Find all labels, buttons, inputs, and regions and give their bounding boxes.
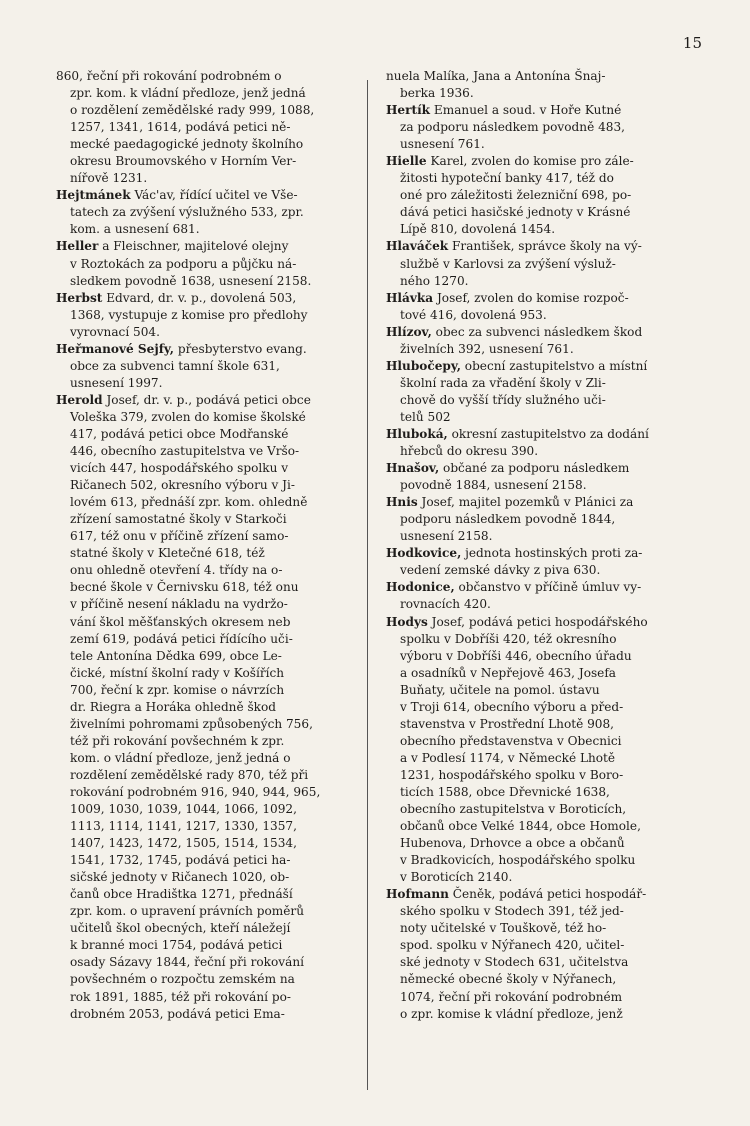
entry-text: zpr. kom. o upravení právních poměrů — [70, 904, 305, 919]
index-entry — [386, 426, 688, 460]
entry-headword: Hofmann — [386, 887, 449, 902]
entry-line — [56, 648, 358, 665]
entry-text: službě v Karlovsi za zvýšení výsluž- — [400, 256, 616, 271]
entry-text: 1407, 1423, 1472, 1505, 1514, 1534, — [70, 836, 297, 851]
index-entry — [56, 68, 358, 187]
entry-headword: Hlubočepy, — [386, 358, 461, 373]
entry-text: onu ohledně otevření 4. třídy na o- — [70, 563, 283, 578]
entry-text: rovnacích 420. — [400, 597, 491, 612]
entry-line — [386, 136, 688, 153]
entry-line — [56, 989, 358, 1006]
entry-text: telů 502 — [400, 409, 451, 424]
entry-text: kom. o vládní předloze, jenž jedná o — [70, 750, 291, 765]
entry-text: v příčině nesení nákladu na vydržo- — [70, 597, 288, 612]
index-entry — [386, 324, 688, 358]
index-entry — [386, 545, 688, 579]
entry-headword: Hejtmánek — [56, 188, 131, 203]
entry-headword: Heřmanové Sejfy, — [56, 341, 175, 356]
entry-line — [56, 443, 358, 460]
entry-line — [386, 238, 688, 255]
entry-line — [386, 869, 688, 886]
entry-text: sledkem povodně 1638, usnesení 2158. — [70, 273, 312, 288]
entry-line — [386, 835, 688, 852]
entry-line — [386, 324, 688, 341]
entry-text: tele Antonína Dědka 699, obce Le- — [70, 648, 282, 663]
entry-line — [56, 136, 358, 153]
entry-text: ského spolku v Stodech 391, též jed- — [400, 904, 624, 919]
index-entry — [386, 494, 688, 545]
entry-text: stavenstva v Prostřední Lhotě 908, — [400, 716, 615, 731]
entry-line — [386, 801, 688, 818]
entry-line — [56, 903, 358, 920]
entry-line — [386, 699, 688, 716]
entry-line — [56, 324, 358, 341]
entry-line — [386, 528, 688, 545]
left-column — [56, 68, 358, 1023]
entry-text: též při rokování povšechném k zpr. — [70, 733, 285, 748]
entry-line — [386, 358, 688, 375]
entry-text: vedení zemské dávky z piva 630. — [400, 563, 601, 578]
entry-text: tatech za zvýšení výslužného 533, zpr. — [70, 205, 304, 220]
entry-line — [56, 869, 358, 886]
entry-text: František, správce školy na vý- — [448, 239, 642, 254]
entry-text: jednota hostinských proti za- — [461, 546, 643, 561]
entry-text: vání škol měšťanských okresem neb — [70, 614, 291, 629]
entry-line — [56, 375, 358, 392]
entry-line — [386, 102, 688, 119]
entry-headword: Herold — [56, 392, 103, 407]
entry-headword: Hnašov, — [386, 461, 440, 476]
entry-text: nuela Malíka, Jana a Antonína Šnaj- — [386, 69, 606, 83]
entry-line — [386, 631, 688, 648]
entry-line — [56, 579, 358, 596]
entry-text: občanů obce Velké 1844, obce Homole, — [400, 819, 641, 834]
entry-headword: Herbst — [56, 290, 103, 305]
entry-text: 446, obecního zastupitelstva ve Vršo- — [70, 444, 300, 459]
entry-text: Josef, podává petici hospodářského — [427, 614, 648, 629]
entry-line — [56, 818, 358, 835]
entry-line — [56, 631, 358, 648]
entry-line — [56, 153, 358, 170]
entry-text: 1368, vystupuje z komise pro předlohy — [70, 307, 308, 322]
entry-line — [56, 187, 358, 204]
entry-line — [56, 170, 358, 187]
entry-text: podporu následkem povodně 1844, — [400, 512, 616, 527]
entry-text: žitosti hypoteční banky 417, též do — [400, 171, 614, 186]
entry-line — [386, 426, 688, 443]
entry-text: 860, řeční při rokování podrobném o — [56, 69, 282, 83]
entry-line — [56, 852, 358, 869]
entry-text: Josef, majitel pozemků v Plánici za — [417, 495, 634, 510]
entry-line — [386, 665, 688, 682]
entry-text: okresu Broumovského v Horním Ver- — [70, 154, 297, 169]
entry-text: spod. spolku v Nýřanech 420, učitel- — [400, 938, 625, 953]
entry-headword: Heller — [56, 239, 99, 254]
entry-text: živelních 392, usnesení 761. — [400, 341, 574, 356]
entry-line — [386, 85, 688, 102]
entry-line — [386, 290, 688, 307]
entry-text: dr. Riegra a Horáka ohledně škod — [70, 699, 277, 714]
entry-text: 1074, řeční při rokování podrobném — [400, 989, 623, 1004]
entry-line — [386, 256, 688, 273]
entry-line — [56, 511, 358, 528]
entry-text: mecké paedagogické jednoty školního — [70, 137, 304, 152]
entry-line — [56, 290, 358, 307]
entry-text: chově do vyšší třídy služného uči- — [400, 392, 606, 407]
entry-headword: Hlízov, — [386, 324, 432, 339]
entry-text: ské jednoty v Stodech 631, učitelstva — [400, 955, 629, 970]
entry-line — [56, 238, 358, 255]
entry-text: usnesení 2158. — [400, 529, 493, 544]
entry-line — [386, 596, 688, 613]
entry-line — [386, 682, 688, 699]
entry-text: drobném 2053, podává petici Ema- — [70, 1006, 285, 1021]
entry-line — [386, 1006, 688, 1023]
entry-line — [56, 273, 358, 290]
entry-line — [386, 68, 688, 85]
entry-line — [56, 562, 358, 579]
entry-line — [56, 801, 358, 818]
entry-line — [386, 443, 688, 460]
entry-line — [386, 153, 688, 170]
index-entry — [386, 290, 688, 324]
entry-text: výboru v Dobříši 446, obecního úřadu — [400, 648, 632, 663]
entry-line — [56, 614, 358, 631]
entry-line — [386, 971, 688, 988]
entry-line — [386, 767, 688, 784]
entry-text: občanstvo v příčině úmluv vy- — [454, 580, 642, 595]
entry-text: sičské jednoty v Ričanech 1020, ob- — [70, 870, 290, 885]
entry-text: oné pro záležitosti železniční 698, po- — [400, 188, 632, 203]
entry-line — [56, 68, 358, 85]
entry-text: německé obecné školy v Nýřanech, — [400, 972, 617, 987]
index-entry — [56, 290, 358, 341]
entry-line — [56, 307, 358, 324]
entry-line — [56, 665, 358, 682]
entry-line — [56, 733, 358, 750]
entry-line — [386, 784, 688, 801]
entry-text: 1257, 1341, 1614, podává petici ně- — [70, 120, 291, 135]
entry-text: živelními pohromami způsobených 756, — [70, 716, 313, 731]
entry-text: Buňaty, učitele na pomol. ústavu — [400, 682, 600, 697]
entry-text: zřízení samostatné školy v Starkoči — [70, 512, 287, 527]
right-column — [386, 68, 688, 1023]
entry-line — [56, 1006, 358, 1023]
entry-line — [386, 818, 688, 835]
entry-text: rokování podrobném 916, 940, 944, 965, — [70, 784, 321, 799]
index-entry — [386, 460, 688, 494]
entry-line — [386, 989, 688, 1006]
entry-text: čanů obce Hradištka 1271, přednáší — [70, 887, 293, 902]
entry-text: 700, řeční k zpr. komise o návrzích — [70, 682, 285, 697]
entry-text: dává petici hasičské jednoty v Krásné — [400, 205, 631, 220]
entry-text: Lípě 810, dovolená 1454. — [400, 222, 556, 237]
entry-line — [56, 886, 358, 903]
index-entry — [386, 238, 688, 289]
entry-text: usnesení 761. — [400, 137, 485, 152]
entry-text: v Bradkovicích, hospodářského spolku — [400, 853, 636, 868]
entry-line — [56, 341, 358, 358]
entry-text: v Roztokách za podporu a půjčku ná- — [70, 256, 297, 271]
entry-text: Vác'av, řídící učitel ve Vše- — [130, 188, 298, 203]
entry-line — [386, 204, 688, 221]
entry-text: 1009, 1030, 1039, 1044, 1066, 1092, — [70, 802, 297, 817]
entry-line — [386, 733, 688, 750]
entry-text: čické, místní školní rady v Košířích — [70, 665, 285, 680]
entry-text: nířově 1231. — [70, 171, 148, 186]
entry-line — [56, 204, 358, 221]
entry-headword: Hodkovice, — [386, 546, 462, 561]
entry-line — [386, 954, 688, 971]
index-entry — [386, 102, 688, 153]
entry-line — [386, 545, 688, 562]
index-entry — [56, 392, 358, 1023]
entry-text: becné škole v Černivsku 618, též onu — [70, 580, 299, 595]
entry-line — [386, 937, 688, 954]
entry-text: v Troji 614, obecního výboru a před- — [400, 699, 624, 714]
entry-line — [386, 273, 688, 290]
entry-text: rozdělení zemědělské rady 870, též při — [70, 767, 309, 782]
entry-line — [56, 358, 358, 375]
entry-text: obecního představenstva v Obecnici — [400, 733, 622, 748]
entry-text: Hubenova, Drhovce a obce a občanů — [400, 836, 625, 851]
entry-line — [386, 852, 688, 869]
entry-headword: Hlaváček — [386, 239, 449, 254]
entry-text: za podporu následkem povodně 483, — [400, 120, 625, 135]
entry-line — [56, 716, 358, 733]
entry-text: 1541, 1732, 1745, podává petici ha- — [70, 853, 291, 868]
column-divider — [367, 80, 368, 1090]
entry-headword: Hielle — [386, 154, 427, 169]
entry-line — [56, 767, 358, 784]
entry-text: a osadníků v Nepřejově 463, Josefa — [400, 665, 617, 680]
entry-line — [56, 494, 358, 511]
entry-text: a v Podlesí 1174, v Německé Lhotě — [400, 750, 616, 765]
entry-line — [56, 102, 358, 119]
entry-line — [56, 256, 358, 273]
entry-line — [56, 784, 358, 801]
entry-line — [56, 221, 358, 238]
index-entry — [386, 153, 688, 238]
entry-text: Voleška 379, zvolen do komise školské — [70, 409, 306, 424]
entry-text: vicích 447, hospodářského spolku v — [70, 461, 289, 476]
entry-text: Karel, zvolen do komise pro zále- — [426, 154, 634, 169]
entry-text: usnesení 1997. — [70, 375, 163, 390]
entry-line — [56, 85, 358, 102]
index-entry — [56, 341, 358, 392]
page-number: 15 — [682, 34, 702, 52]
entry-text: 1231, hospodářského spolku v Boro- — [400, 767, 624, 782]
index-entry — [386, 68, 688, 102]
entry-line — [386, 221, 688, 238]
entry-text: učitelů škol obecných, kteří náležejí — [70, 921, 291, 936]
entry-text: 417, podává petici obce Modřanské — [70, 426, 289, 441]
entry-line — [386, 307, 688, 324]
entry-text: noty učitelské v Touškově, též ho- — [400, 921, 607, 936]
entry-text: povodně 1884, usnesení 2158. — [400, 478, 587, 493]
entry-text: zemí 619, podává petici řídícího uči- — [70, 631, 293, 646]
entry-line — [386, 920, 688, 937]
entry-line — [56, 460, 358, 477]
entry-text: Edvard, dr. v. p., dovolená 503, — [102, 290, 297, 305]
entry-text: povšechném o rozpočtu zemském na — [70, 972, 295, 987]
entry-text: kom. a usnesení 681. — [70, 222, 200, 237]
entry-text: hřebců do okresu 390. — [400, 444, 539, 459]
entry-line — [386, 375, 688, 392]
entry-text: obecní zastupitelstvo a místní — [460, 358, 648, 373]
entry-line — [386, 886, 688, 903]
entry-headword: Hodonice, — [386, 580, 455, 595]
index-entry — [386, 358, 688, 426]
index-entry — [56, 238, 358, 289]
entry-text: ného 1270. — [400, 273, 469, 288]
entry-headword: Hluboká, — [386, 426, 448, 441]
entry-line — [386, 341, 688, 358]
entry-text: školní rada za vřadění školy v Zli- — [400, 375, 606, 390]
entry-text: 1113, 1114, 1141, 1217, 1330, 1357, — [70, 819, 297, 834]
entry-line — [386, 511, 688, 528]
entry-line — [56, 392, 358, 409]
entry-line — [386, 494, 688, 511]
entry-text: vyrovnací 504. — [70, 324, 160, 339]
entry-line — [386, 409, 688, 426]
index-entry — [56, 187, 358, 238]
entry-line — [56, 426, 358, 443]
entry-text: osady Sázavy 1844, řeční při rokování — [70, 955, 304, 970]
entry-text: obecního zastupitelstva v Boroticích, — [400, 802, 627, 817]
entry-line — [56, 682, 358, 699]
entry-text: obce za subvenci tamní škole 631, — [70, 358, 280, 373]
entry-line — [386, 648, 688, 665]
entry-text: o rozdělení zemědělské rady 999, 1088, — [70, 103, 315, 118]
entry-line — [386, 750, 688, 767]
entry-text: 617, též onu v příčině zřízení samo- — [70, 529, 289, 544]
index-entry — [386, 579, 688, 613]
entry-text: Ričanech 502, okresního výboru v Ji- — [70, 478, 295, 493]
entry-line — [56, 835, 358, 852]
entry-text: Čeněk, podává petici hospodář- — [448, 887, 647, 902]
entry-text: berka 1936. — [400, 86, 474, 101]
entry-text: občané za podporu následkem — [439, 461, 630, 476]
entry-line — [386, 187, 688, 204]
entry-line — [386, 716, 688, 733]
entry-text: Josef, zvolen do komise rozpoč- — [433, 290, 629, 305]
entry-line — [56, 596, 358, 613]
entry-line — [386, 170, 688, 187]
entry-line — [56, 545, 358, 562]
entry-line — [386, 119, 688, 136]
entry-line — [56, 937, 358, 954]
entry-text: tové 416, dovolená 953. — [400, 307, 547, 322]
entry-text: Emanuel a soud. v Hoře Kutné — [430, 103, 622, 118]
entry-line — [56, 750, 358, 767]
entry-text: lovém 613, přednáší zpr. kom. ohledně — [70, 495, 308, 510]
entry-text: obec za subvenci následkem škod — [431, 324, 643, 339]
entry-headword: Hlávka — [386, 290, 434, 305]
entry-line — [56, 477, 358, 494]
entry-line — [386, 579, 688, 596]
index-entry — [386, 886, 688, 1022]
entry-headword: Hodys — [386, 614, 428, 629]
entry-text: k branné moci 1754, podává petici — [70, 938, 283, 953]
entry-text: okresní zastupitelstvo za dodání — [447, 426, 649, 441]
entry-headword: Hertík — [386, 103, 431, 118]
entry-line — [56, 954, 358, 971]
entry-text: a Fleischner, majitelové olejny — [98, 239, 289, 254]
entry-text: Josef, dr. v. p., podává petici obce — [102, 392, 311, 407]
entry-line — [386, 614, 688, 631]
entry-text: statné školy v Kletečné 618, též — [70, 546, 265, 561]
entry-line — [56, 528, 358, 545]
entry-line — [386, 477, 688, 494]
entry-text: ticích 1588, obce Dřevnické 1638, — [400, 784, 610, 799]
entry-text: spolku v Dobříši 420, též okresního — [400, 631, 617, 646]
entry-line — [386, 562, 688, 579]
entry-line — [386, 392, 688, 409]
entry-line — [56, 409, 358, 426]
entry-line — [56, 699, 358, 716]
entry-line — [386, 903, 688, 920]
entry-text: v Boroticích 2140. — [400, 870, 513, 885]
entry-headword: Hnis — [386, 495, 418, 510]
entry-text: přesbyterstvo evang. — [174, 341, 307, 356]
entry-line — [56, 971, 358, 988]
index-entry — [386, 614, 688, 887]
entry-line — [56, 119, 358, 136]
entry-text: o zpr. komise k vládní předloze, jenž — [400, 1006, 623, 1021]
entry-line — [386, 460, 688, 477]
entry-text: rok 1891, 1885, též při rokování po- — [70, 989, 291, 1004]
entry-line — [56, 920, 358, 937]
entry-text: zpr. kom. k vládní předloze, jenž jedná — [70, 86, 306, 101]
